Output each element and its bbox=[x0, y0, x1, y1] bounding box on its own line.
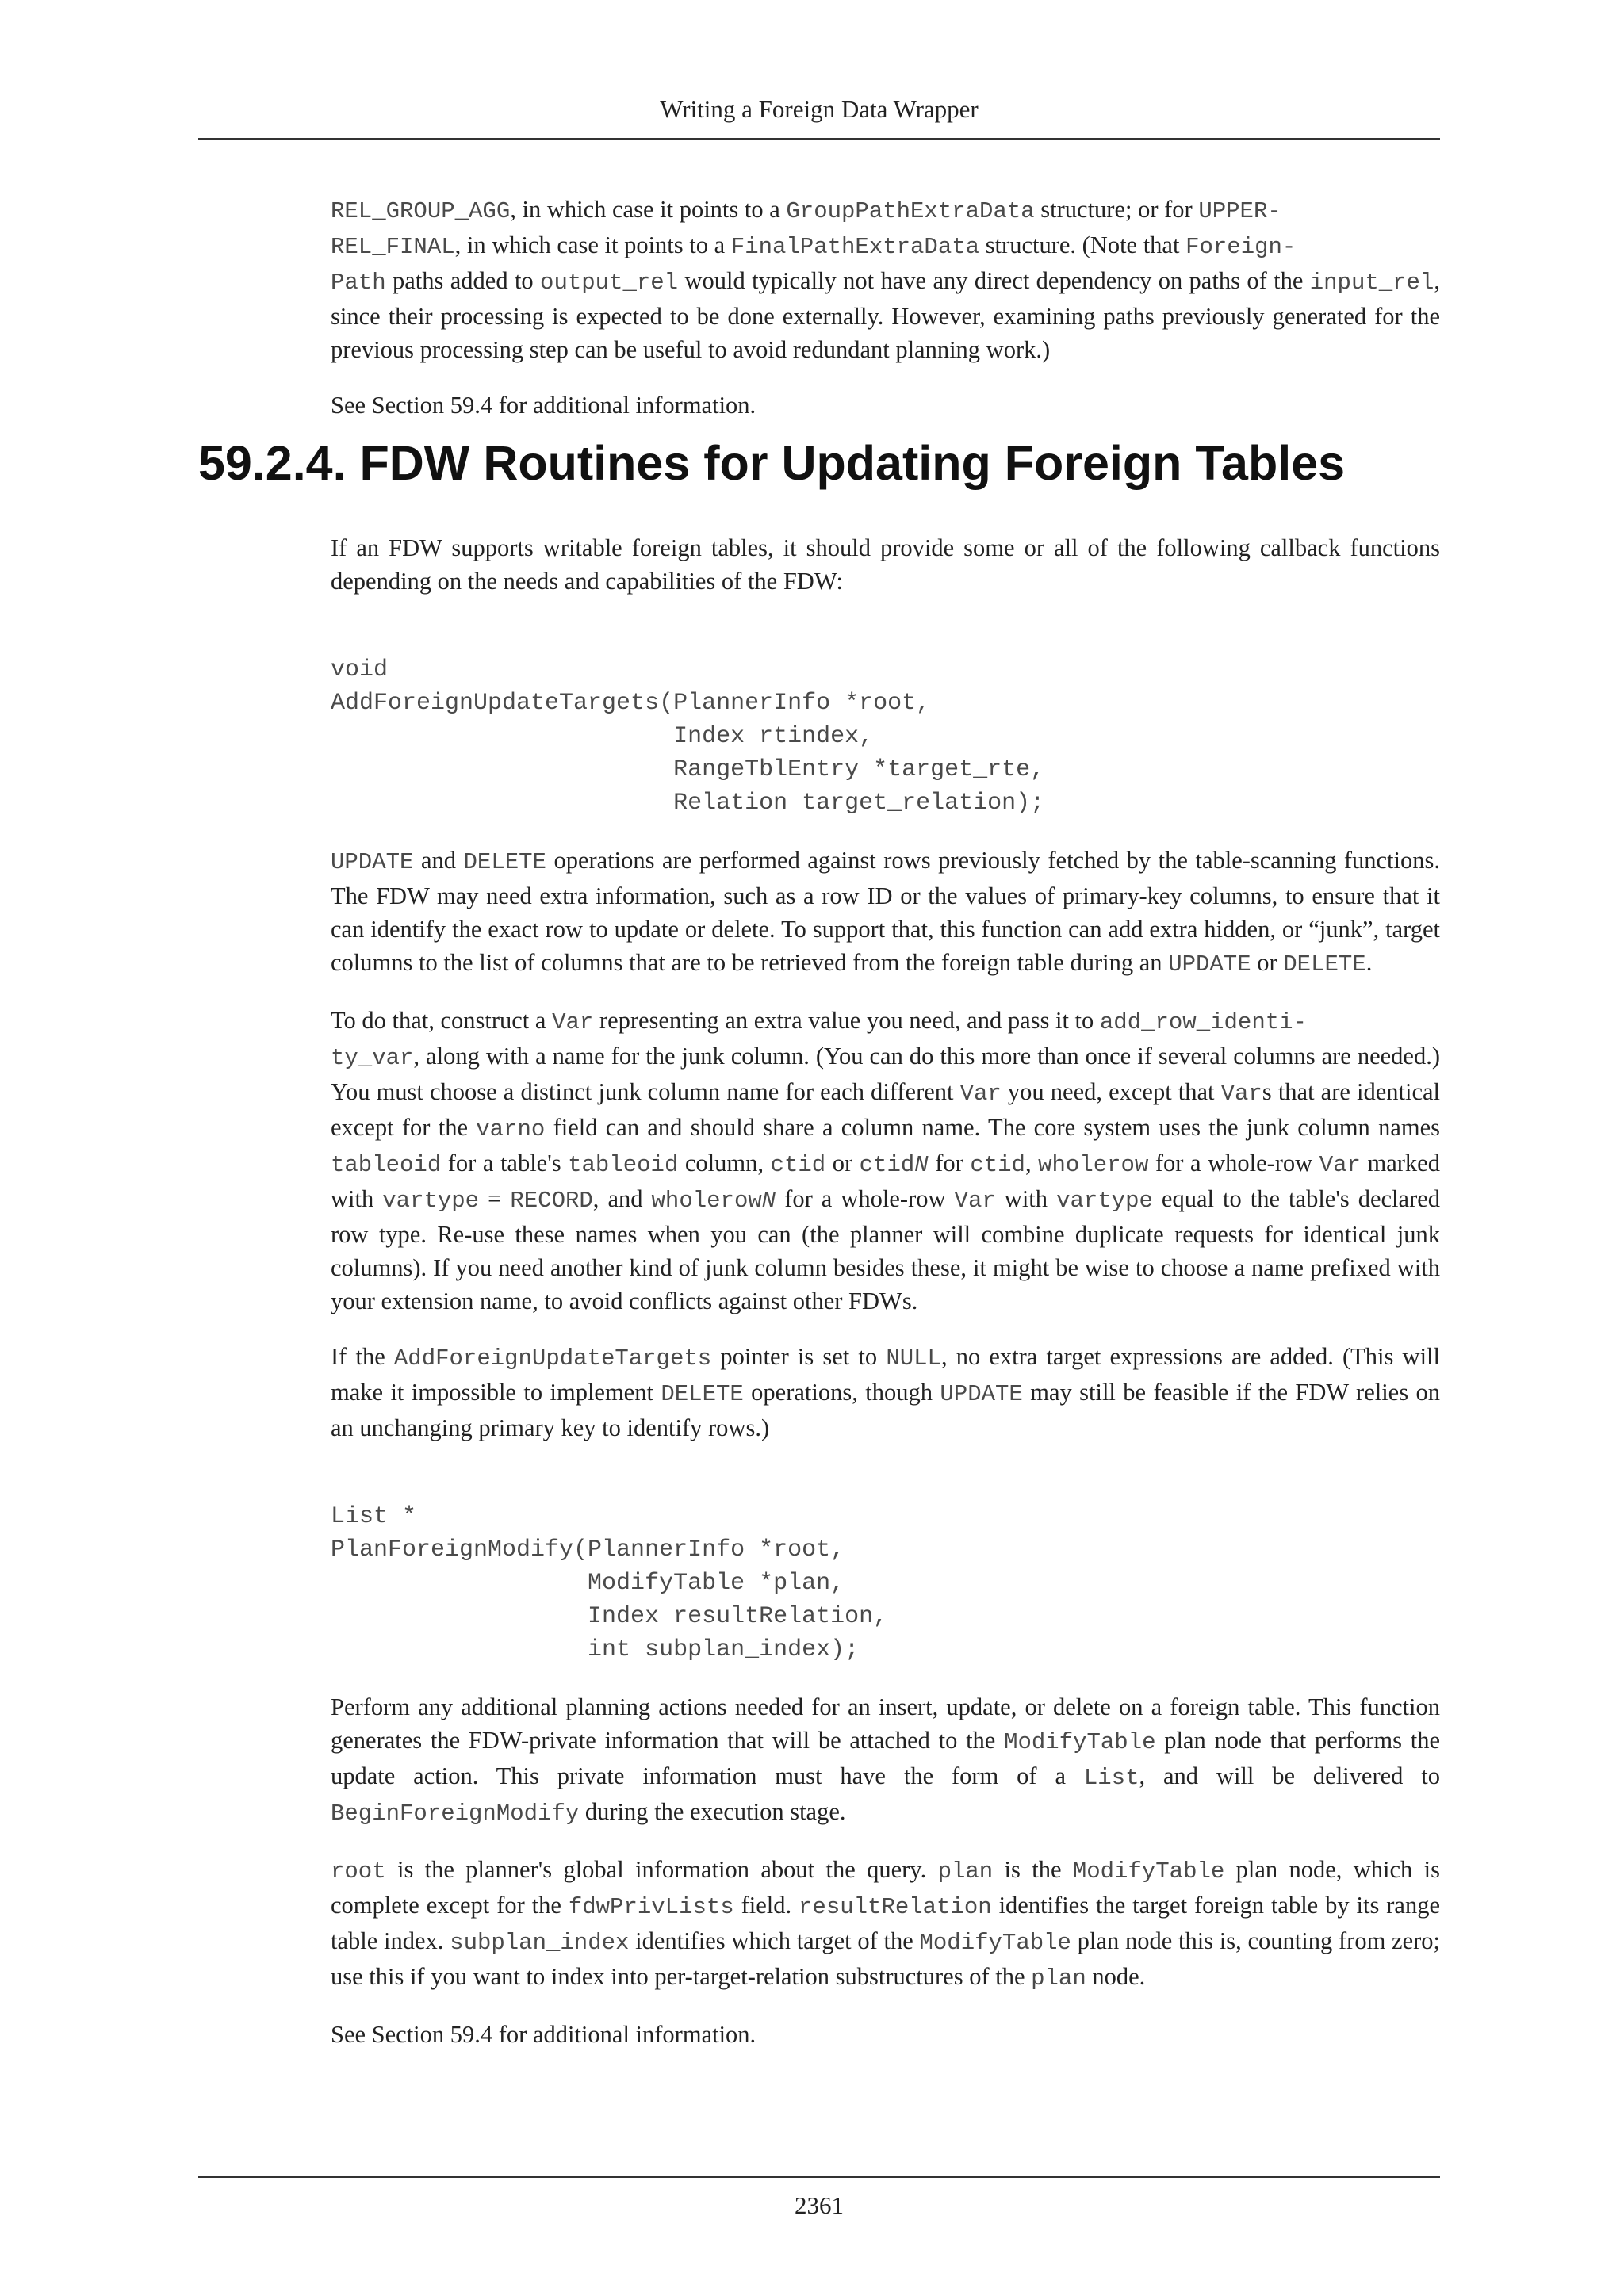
plan-modify-paragraph: Perform any additional planning actions needed for an insert, update, or delete on a foreign table. This function generates the FDW-private information that will be attached to the ModifyTable plan node that performs the update action. This private information must have the form of a List, and will be delivered to BeginForeignModify during the execution stage. bbox=[331, 1693, 1441, 1827]
code-plan-foreign-modify: List * PlanForeignModify(PlannerInfo *root, ModifyTable *plan, Index resultRelation, int subplan_index); bbox=[331, 1503, 888, 1663]
code-spacer-2 bbox=[331, 1467, 1440, 1500]
update-delete-paragraph: UPDATE and DELETE operations are performed against rows previously fetched by the table-scanning functions. The FDW may need extra information, such as a row ID or the values of primary-key columns, to ensure that it can identify the exact row to update or delete. To support that, this function can add extra hidden, or “junk”, target columns to the list of columns that are to be retrieved from the foreign table during an UPDATE or DELETE. bbox=[331, 847, 1440, 978]
parameters-paragraph: root is the planner's global information about the query. plan is the ModifyTable plan node, which is complete except for the fdwPrivLists field. resultRelation identifies the target foreign table by its range table index. subplan_index identifies which target of the ModifyTable plan node this is, counting from zero; use this if you want to index into per-target-relation substructures of the plan node. bbox=[331, 1856, 1440, 1992]
code-spacer bbox=[331, 620, 1440, 653]
header-rule bbox=[198, 138, 1440, 140]
page-number: 2361 bbox=[795, 2191, 844, 2219]
footer-rule bbox=[198, 2176, 1440, 2178]
section-heading: 59.2.4. FDW Routines for Updating Foreign Tables bbox=[198, 436, 1346, 490]
running-header-title: Writing a Foreign Data Wrapper bbox=[660, 95, 979, 123]
section-intro-paragraph: If an FDW supports writable foreign tables, it should provide some or all of the following callback functions depending on the needs and capabilities of the FDW: bbox=[331, 534, 1440, 595]
page-body bbox=[331, 193, 1440, 2073]
code-add-foreign-update-targets: void AddForeignUpdateTargets(PlannerInfo *root, Index rtindex, RangeTblEntry *target_rte, Relation target_relation); bbox=[331, 656, 1045, 817]
see-section-note-2: See Section 59.4 for additional information. bbox=[331, 2021, 756, 2048]
null-pointer-paragraph: If the AddForeignUpdateTargets pointer is set to NULL, no extra target expressions are added. (This will make it impossible to implement DELETE operations, though UPDATE may still be feasible if the FDW relies on an unchanging primary key to identify rows.) bbox=[331, 1343, 1440, 1441]
heading-spacer bbox=[331, 444, 1440, 531]
junk-columns-paragraph: To do that, construct a Var representing an extra value you need, and pass it to add_row_identi- ty_var, along with a name for the junk column. (You can do this more than once if several columns are needed.) You must choose a distinct junk column name for each different Var you need, except that Vars that are identical except for the varno field can and should share a column name. The core system uses the junk column names tableoid for a table's tableoid column, ctid or ctidN for ctid, wholerow for a whole-row Var marked with vartype = RECORD, and wholerowN for a whole-row Var with vartype equal to the table's declared row type. Re-use these names when you can (the planner will combine duplicate requests for identical junk columns). If you need another kind of junk column besides these, it might be wise to choose a name prefixed with your extension name, to avoid conflicts against other FDWs. bbox=[331, 1007, 1441, 1314]
intro-paragraph: REL_GROUP_AGG, in which case it points to a GroupPathExtraData structure; or for UPPER- REL_FINAL, in which case it points to a FinalPathExtraData structure. (Note that Foreign- Path paths added to output_rel would typically not have any direct dependency on paths of the input_rel, since their processing is expected to be done externally. However, examining paths previously generated for the previous processing step can be useful to avoid redundant planning work.) bbox=[331, 196, 1440, 363]
see-section-note: See Section 59.4 for additional information. bbox=[331, 392, 756, 419]
